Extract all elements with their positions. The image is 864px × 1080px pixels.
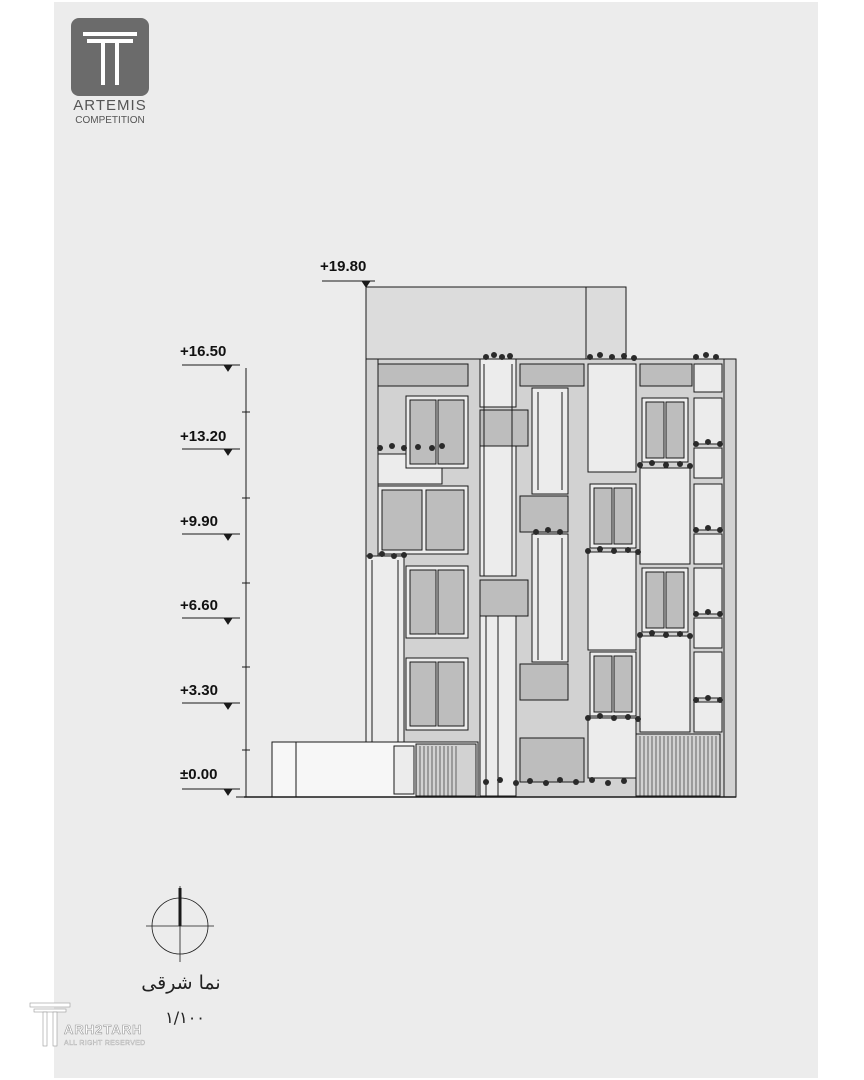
north-arrow-icon: [146, 886, 214, 962]
level-label: +13.20: [180, 428, 227, 445]
level-label: +9.90: [180, 513, 218, 530]
level-label: +6.60: [180, 597, 218, 614]
level-label: +16.50: [180, 343, 227, 360]
watermark-subtitle: ALL RIGHT RESERVED: [64, 1040, 146, 1047]
logo-subtitle: COMPETITION: [75, 115, 145, 126]
drawing-scale: ۱/۱۰۰: [165, 1008, 205, 1027]
drawing-title: نما شرقی: [141, 972, 221, 994]
level-label: +3.30: [180, 682, 218, 699]
level-label: +19.80: [320, 258, 367, 275]
level-label: ±0.00: [180, 766, 218, 783]
watermark-name: ARH2TARH: [64, 1022, 143, 1037]
logo-name: ARTEMIS: [73, 97, 147, 114]
